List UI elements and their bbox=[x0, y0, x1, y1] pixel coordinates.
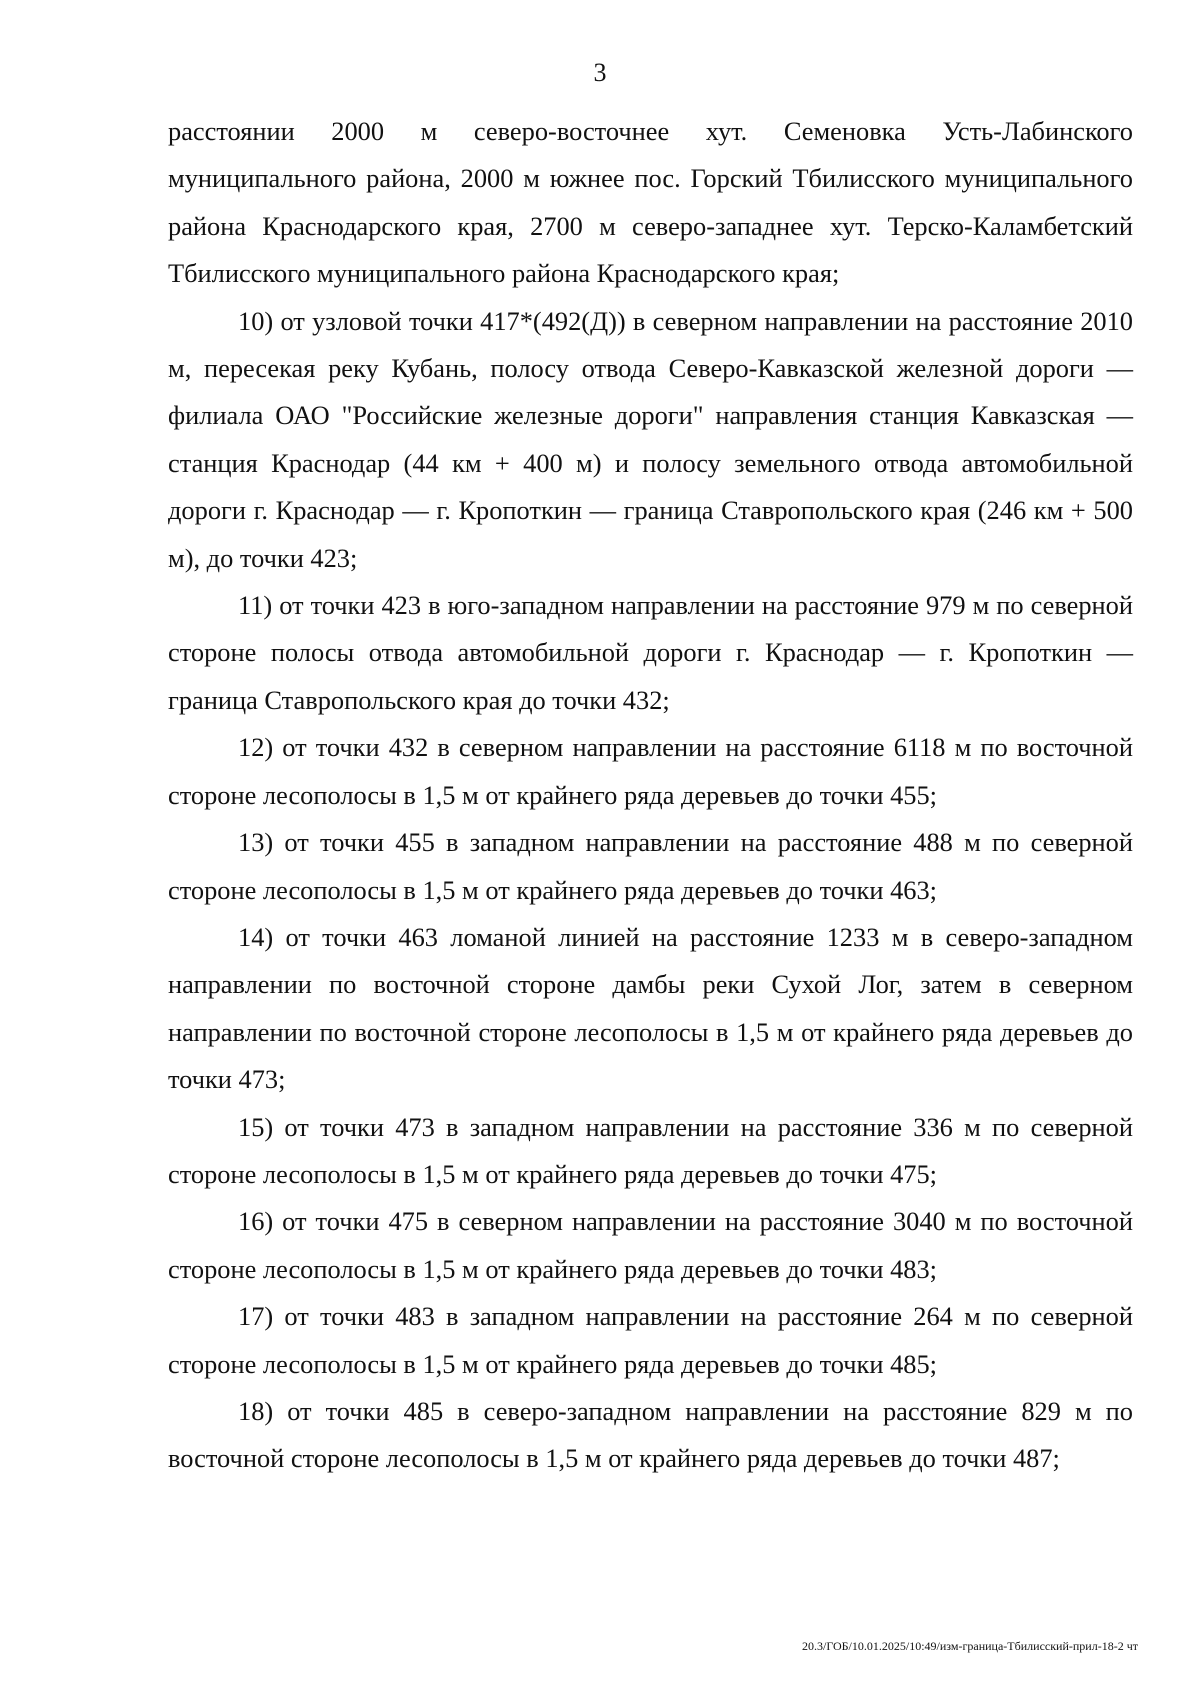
paragraph-item-11: 11) от точки 423 в юго-западном направлении на расстояние 979 м по северной стороне полосы отвода автомобильной дороги г. Краснодар — г. Кропоткин — граница Ставропольского края до точки 432; bbox=[168, 590, 1133, 715]
paragraph-item-12: 12) от точки 432 в северном направлении на расстояние 6118 м по восточной стороне лесополосы в 1,5 м от крайнего ряда деревьев до точки 455; bbox=[168, 732, 1133, 810]
paragraph-item-14: 14) от точки 463 ломаной линией на расстояние 1233 м в северо-западном направлении по восточной стороне дамбы реки Сухой Лог, затем в северном направлении по восточной стороне лесополосы в 1,5 м от крайнего ряда деревьев до точки 473; bbox=[168, 921, 1133, 1095]
page-number: 3 bbox=[593, 58, 607, 87]
paragraph-item-16: 16) от точки 475 в северном направлении на расстояние 3040 м по восточной стороне лесополосы в 1,5 м от крайнего ряда деревьев до точки 483; bbox=[168, 1206, 1133, 1284]
paragraph-item-15: 15) от точки 473 в западном направлении на расстояние 336 м по северной стороне лесополосы в 1,5 м от крайнего ряда деревьев до точки 475; bbox=[168, 1111, 1133, 1189]
paragraph-item-17: 17) от точки 483 в западном направлении на расстояние 264 м по северной стороне лесополосы в 1,5 м от крайнего ряда деревьев до точки 485; bbox=[168, 1301, 1133, 1379]
paragraph-continuation: расстоянии 2000 м северо-восточнее хут. Семеновка Усть-Лабинского муниципального района, 2000 м южнее пос. Горский Тбилисского муниципального района Краснодарского края, 2700 м северо-западнее хут. Терско-Каламбетский Тбилисского муниципального района Краснодарского края; bbox=[168, 116, 1133, 289]
paragraph-item-10: 10) от узловой точки 417*(492(Д)) в северном направлении на расстояние 2010 м, пересекая реку Кубань, полосу отвода Северо-Кавказской железной дороги — филиала ОАО "Российские железные дороги" направления станция Кавказская — станция Краснодар (44 км + 400 м) и полосу земельного отвода автомобильной дороги г. Краснодар — г. Кропоткин — граница Ставропольского края (246 км + 500 м), до точки 423; bbox=[168, 305, 1133, 573]
paragraph-item-18: 18) от точки 485 в северо-западном направлении на расстояние 829 м по восточной стороне лесополосы в 1,5 м от крайнего ряда деревьев до точки 487; bbox=[168, 1395, 1133, 1474]
document-body bbox=[168, 108, 1133, 1483]
paragraph-item-13: 13) от точки 455 в западном направлении на расстояние 488 м по северной стороне лесополосы в 1,5 м от крайнего ряда деревьев до точки 463; bbox=[168, 827, 1133, 905]
document-footer-code: 20.3/ГОБ/10.01.2025/10:49/изм-граница-Тбилисский-прил-18-2 чт bbox=[802, 1639, 1138, 1653]
